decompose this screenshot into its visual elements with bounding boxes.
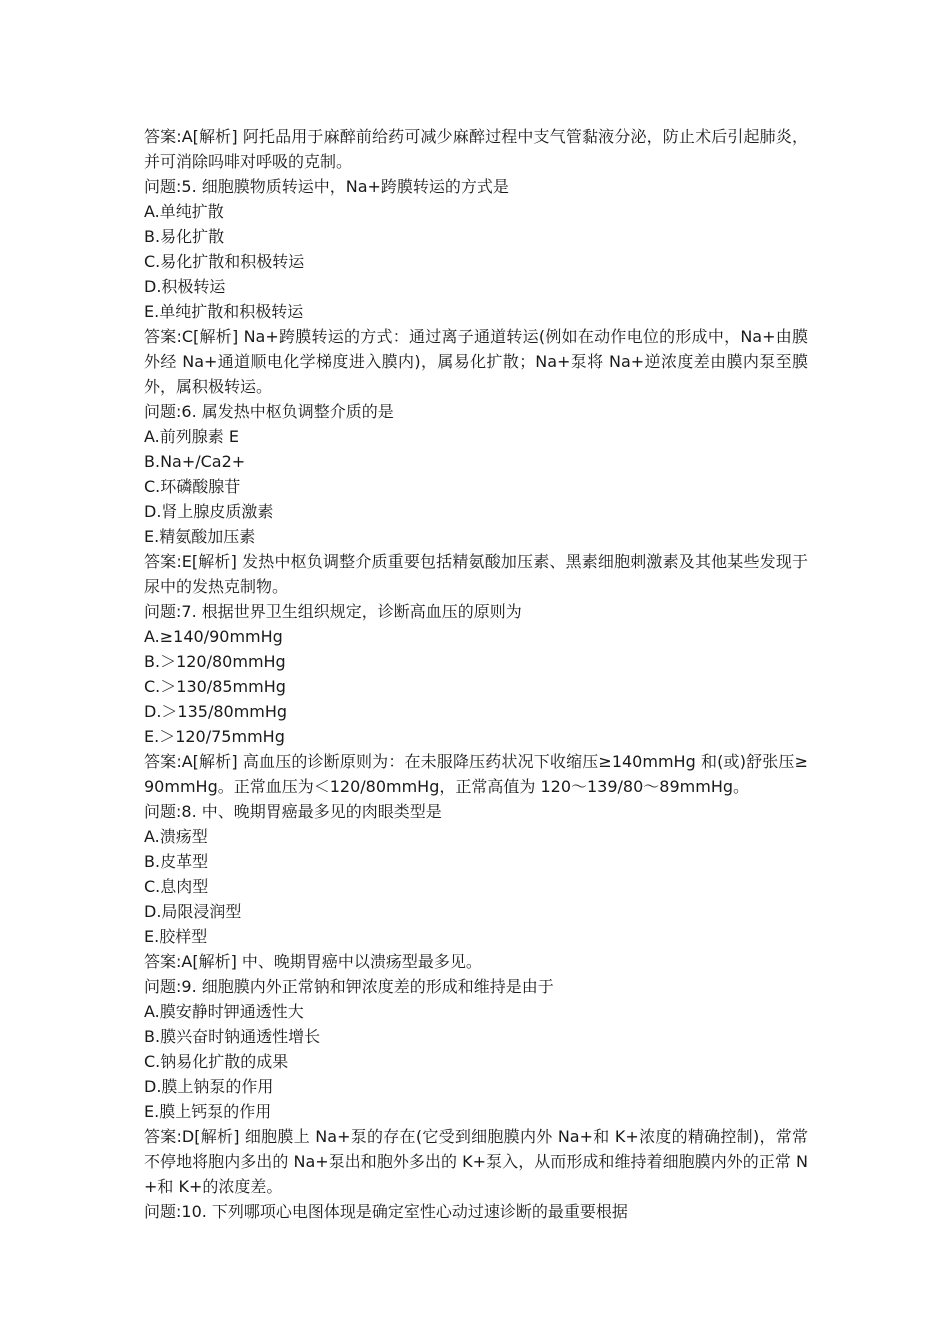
answer-text: 答案:A[解析] 阿托品用于麻醉前给药可减少麻醉过程中支气管黏液分泌，防止术后引起肺炎，并可消除吗啡对呼吸的克制。 bbox=[144, 127, 808, 171]
option-text: B.易化扩散 bbox=[144, 227, 225, 246]
option-text: E.＞120/75mmHg bbox=[144, 727, 285, 746]
option-text: B.＞120/80mmHg bbox=[144, 652, 286, 671]
option-text: C.息肉型 bbox=[144, 877, 209, 896]
answer-text: 答案:A[解析] 中、晚期胃癌中以溃疡型最多见。 bbox=[144, 952, 482, 971]
option-text: D.＞135/80mmHg bbox=[144, 702, 288, 721]
option-text: D.局限浸润型 bbox=[144, 902, 242, 921]
option-text: B.Na+/Ca2+ bbox=[144, 452, 246, 471]
document-body bbox=[144, 124, 808, 1224]
option-text: C.钠易化扩散的成果 bbox=[144, 1052, 289, 1071]
option-text: C.易化扩散和积极转运 bbox=[144, 252, 305, 271]
option-text: E.精氨酸加压素 bbox=[144, 527, 256, 546]
question-text: 问题:8. 中、晚期胃癌最多见的肉眼类型是 bbox=[144, 802, 442, 821]
question-text: 问题:10. 下列哪项心电图体现是确定室性心动过速诊断的最重要根据 bbox=[144, 1202, 628, 1221]
option-text: A.溃疡型 bbox=[144, 827, 208, 846]
question-text: 问题:9. 细胞膜内外正常钠和钾浓度差的形成和维持是由于 bbox=[144, 977, 554, 996]
option-text: C.环磷酸腺苷 bbox=[144, 477, 241, 496]
option-text: B.膜兴奋时钠通透性增长 bbox=[144, 1027, 321, 1046]
option-text: B.皮革型 bbox=[144, 852, 209, 871]
option-text: D.膜上钠泵的作用 bbox=[144, 1077, 274, 1096]
option-text: E.膜上钙泵的作用 bbox=[144, 1102, 272, 1121]
option-text: E.单纯扩散和积极转运 bbox=[144, 302, 304, 321]
option-text: D.肾上腺皮质激素 bbox=[144, 502, 274, 521]
option-text: A.单纯扩散 bbox=[144, 202, 224, 221]
option-text: E.胶样型 bbox=[144, 927, 208, 946]
answer-text: 答案:A[解析] 高血压的诊断原则为：在未服降压药状况下收缩压≥140mmHg 和(或)舒张压≥90mmHg。正常血压为＜120/80mmHg，正常高值为 120～139/80～89mmHg。 bbox=[144, 752, 808, 796]
question-text: 问题:7. 根据世界卫生组织规定，诊断高血压的原则为 bbox=[144, 602, 522, 621]
answer-text: 答案:D[解析] 细胞膜上 Na+泵的存在(它受到细胞膜内外 Na+和 K+浓度的精确控制)，常常不停地将胞内多出的 Na+泵出和胞外多出的 K+泵入，从而形成和维持着细胞膜内外的正常 N+和 K+的浓度差。 bbox=[144, 1127, 808, 1196]
option-text: A.膜安静时钾通透性大 bbox=[144, 1002, 304, 1021]
answer-text: 答案:C[解析] Na+跨膜转运的方式：通过离子通道转运(例如在动作电位的形成中，Na+由膜外经 Na+通道顺电化学梯度进入膜内)，属易化扩散；Na+泵将 Na+逆浓度差由膜内泵至膜外，属积极转运。 bbox=[144, 327, 808, 396]
option-text: A.≥140/90mmHg bbox=[144, 627, 283, 646]
question-text: 问题:6. 属发热中枢负调整介质的是 bbox=[144, 402, 394, 421]
option-text: A.前列腺素 E bbox=[144, 427, 239, 446]
option-text: D.积极转运 bbox=[144, 277, 226, 296]
question-text: 问题:5. 细胞膜物质转运中，Na+跨膜转运的方式是 bbox=[144, 177, 509, 196]
option-text: C.＞130/85mmHg bbox=[144, 677, 286, 696]
answer-text: 答案:E[解析] 发热中枢负调整介质重要包括精氨酸加压素、黑素细胞刺激素及其他某些发现于尿中的发热克制物。 bbox=[144, 552, 808, 596]
